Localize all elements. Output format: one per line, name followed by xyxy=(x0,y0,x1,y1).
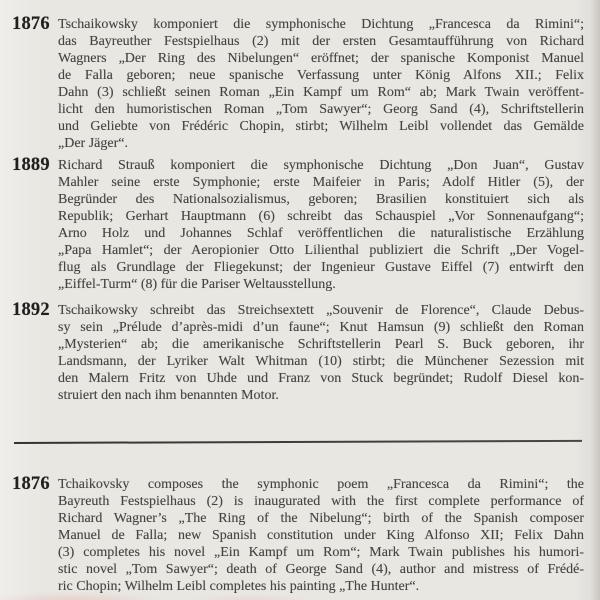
text-line: Tschaikowsky komponiert die symphonische Dichtung „Francesca da Rimini“; xyxy=(58,17,584,32)
text-line: stic novel „Tom Sawyer“; death of George Sand (4), author and mistress of Frédé- xyxy=(58,562,584,577)
text-line: licht den humoristischen Roman „Tom Sawyer“; Georg Sand (4), Schriftstellerin xyxy=(58,102,584,117)
text-line: (3) completes his novel „Ein Kampf um Rom“; Mark Twain publishes his humori- xyxy=(58,545,584,560)
text-line: Wagners „Der Ring des Nibelungen“ eröffnet; der spanische Komponist Manuel xyxy=(58,51,584,66)
text-line: struiert den nach ihm benannten Motor. xyxy=(58,388,279,403)
text-line: „Papa Hamlet“; der Aeropionier Otto Lilienthal publiziert die Schrift „Der Vogel- xyxy=(58,243,584,258)
text-line: Richard Wagner’s „The Ring of the Nibelung“; birth of the Spanish composer xyxy=(58,511,584,526)
text-line: „Mysterien“ ab; die amerikanische Schriftstellerin Pearl S. Buck geboren, ihr xyxy=(58,337,584,352)
text-line: Manuel de Falla; new Spanish constitution under King Alfonso XII; Felix Dahn xyxy=(58,528,584,543)
text-line: sy sein „Prélude d’après-midi d’un faune“; Knut Hamsun (9) schließt den Roman xyxy=(58,320,584,335)
text-line: ric Chopin; Wilhelm Leibl completes his painting „The Hunter“. xyxy=(58,579,420,594)
text-line: Mahler seine erste Symphonie; erste Maifeier in Paris; Adolf Hitler (5), der xyxy=(58,175,584,190)
timeline-entry-1892 xyxy=(12,302,584,404)
section-divider xyxy=(14,440,582,444)
entry-text xyxy=(58,302,584,404)
text-line: Tschaikowsky schreibt das Streichsextett „Souvenir de Florence“, Claude Debus- xyxy=(58,303,584,318)
year-label: 1892 xyxy=(12,300,50,320)
text-line: Republik; Gerhart Hauptmann (6) schreibt das Schauspiel „Vor Sonnenaufgang“; xyxy=(58,209,584,224)
year-label: 1876 xyxy=(12,14,50,34)
text-line: Richard Strauß komponiert die symphonische Dichtung „Don Juan“, Gustav xyxy=(58,158,584,173)
text-line: Tchaikovsky composes the symphonic poem „Francesca da Rimini“; the xyxy=(58,477,584,492)
text-line: Dahn (3) schließt seinen Roman „Ein Kampf um Rom“ ab; Mark Twain veröffent- xyxy=(58,85,584,100)
text-line: den Malern Fritz von Uhde und Franz von Stuck begründet; Rudolf Diesel kon- xyxy=(58,371,584,386)
timeline-entry-1889 xyxy=(12,157,584,293)
text-line: Begründer des Nationalsozialismus, geboren; Brasilien konstituiert sich als xyxy=(58,192,584,207)
entry-text xyxy=(58,476,584,595)
text-line: „Der Jäger“. xyxy=(58,136,128,151)
text-line: „Eiffel-Turm“ (8) für die Pariser Weltausstellung. xyxy=(58,277,336,292)
text-line: Arno Holz und Johannes Schlaf veröffentlichen die naturalistische Erzählung xyxy=(58,226,584,241)
text-line: und Geliebte von Frédéric Chopin, stirbt; Wilhelm Leibl vollendet das Gemälde xyxy=(58,119,584,134)
text-line: das Bayreuther Festspielhaus (2) mit der ersten Gesamtaufführung von Richard xyxy=(58,34,584,49)
entry-text xyxy=(58,157,584,293)
text-line: Landsmann, der Lyriker Walt Whitman (10) stirbt; die Münchener Sezession mit xyxy=(58,354,584,369)
timeline-entry-1876-top xyxy=(12,16,584,152)
text-line: de Falla geboren; neue spanische Verfassung unter König Alfons XII.; Felix xyxy=(58,68,584,83)
year-label: 1889 xyxy=(12,155,50,175)
timeline-entry-1876-english xyxy=(12,476,584,595)
text-line: Bayreuth Festspielhaus (2) is inaugurated with the first complete performance of xyxy=(58,494,584,509)
year-label: 1876 xyxy=(12,474,50,494)
text-line: flug als Grundlage der Fliegekunst; der Ingenieur Gustave Eiffel (7) entwirft den xyxy=(58,260,584,275)
entry-text xyxy=(58,16,584,152)
